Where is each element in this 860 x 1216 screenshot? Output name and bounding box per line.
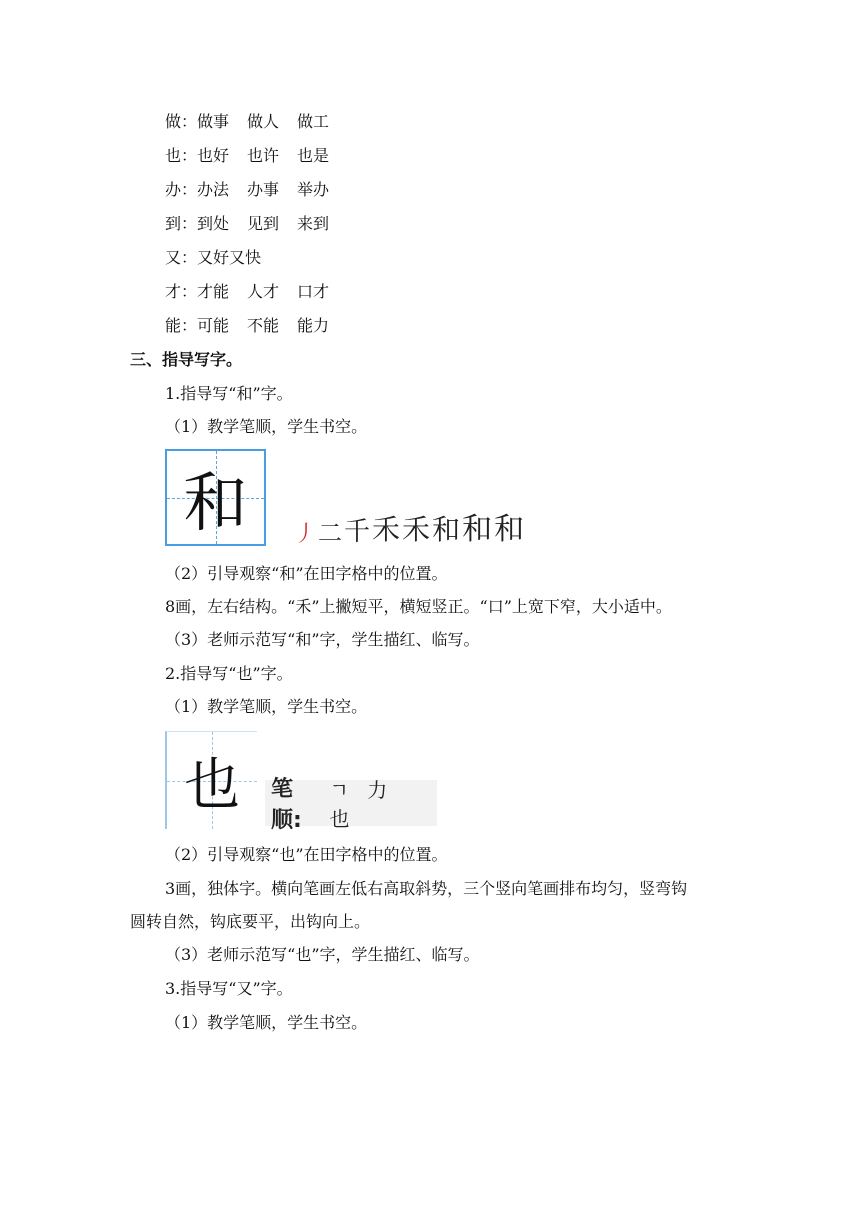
vocab-word: 做工 (297, 112, 330, 131)
section-heading: 三、指导写字。 (130, 350, 243, 369)
vocab-row (165, 112, 329, 132)
vocab-char: 到： (165, 214, 198, 233)
vocab-word: 才能 (197, 282, 230, 301)
he-title: 1.指导写“和”字。 (165, 384, 293, 403)
vocab-word: 见到 (247, 214, 280, 233)
stroke-step: 和 (432, 513, 461, 546)
vocab-row (165, 180, 329, 200)
stroke-step: 和 (462, 512, 493, 547)
vocab-char: 也： (165, 146, 198, 165)
ye-step1: （1）教学笔顺，学生书空。 (165, 697, 368, 716)
stroke-step: 禾 (372, 513, 401, 546)
vocab-row (165, 316, 329, 336)
he-step1: （1）教学笔顺，学生书空。 (165, 417, 368, 436)
vocab-word: 也是 (297, 146, 330, 165)
grid-character: 和 (183, 466, 248, 541)
vocab-row (165, 214, 329, 234)
he-step2: （2）引导观察“和”在田字格中的位置。 (165, 564, 448, 583)
stroke-step: 丿 (294, 522, 317, 547)
he-step3: （3）老师示范写“和”字，学生描红、临写。 (165, 630, 480, 649)
stroke-step: 禾 (402, 513, 431, 546)
ye-step2: （2）引导观察“也”在田字格中的位置。 (165, 845, 448, 864)
vocab-word: 到处 (197, 214, 230, 233)
vocab-char: 办： (165, 180, 198, 199)
vocab-word: 又好又快 (197, 248, 262, 267)
stroke-step: 二 (318, 519, 343, 547)
vocab-word: 办事 (247, 180, 280, 199)
stroke-step: 和 (494, 512, 525, 547)
vocab-word: 人才 (247, 282, 280, 301)
vocab-word: 口才 (297, 282, 330, 301)
vocab-row (165, 248, 261, 268)
stroke-order-sequence-he (294, 508, 526, 548)
stroke-order-sequence: ㄱ 力 也 (329, 778, 394, 831)
vocab-word: 能力 (297, 316, 330, 335)
vocab-word: 做事 (197, 112, 230, 131)
he-analysis: 8画，左右结构。“禾”上撇短平，横短竖正。“口”上宽下窄，大小适中。 (165, 597, 672, 616)
vocab-char: 才： (165, 282, 198, 301)
you-title: 3.指导写“又”字。 (165, 979, 293, 998)
vocab-word: 来到 (297, 214, 330, 233)
ye-analysis-line2: 圆转自然，钩底要平，出钩向上。 (130, 912, 371, 931)
ye-title: 2.指导写“也”字。 (165, 664, 293, 683)
vocab-char: 能： (165, 316, 198, 335)
vocab-word: 不能 (247, 316, 280, 335)
tianzige-grid-he (165, 449, 266, 546)
stroke-order-box-ye (265, 777, 437, 833)
vocab-word: 可能 (197, 316, 230, 335)
vocab-word: 也许 (247, 146, 280, 165)
ye-analysis-line1: 3画，独体字。横向笔画左低右高取斜势，三个竖向笔画排布均匀，竖弯钩 (165, 879, 688, 898)
vocab-char: 又： (165, 248, 198, 267)
stroke-step: 千 (344, 517, 371, 547)
vocab-word: 办法 (197, 180, 230, 199)
vocab-word: 也好 (197, 146, 230, 165)
vocab-row (165, 282, 329, 302)
vocab-row (165, 146, 329, 166)
vocab-word: 做人 (247, 112, 280, 131)
ye-step3: （3）老师示范写“也”字，学生描红、临写。 (165, 945, 480, 964)
grid-character: 也 (184, 752, 240, 818)
stroke-order-label: 笔顺: (271, 777, 302, 833)
tianzige-grid-ye (165, 731, 257, 829)
you-step1: （1）教学笔顺，学生书空。 (165, 1013, 368, 1032)
vocab-word: 举办 (297, 180, 330, 199)
vocab-char: 做： (165, 112, 198, 131)
